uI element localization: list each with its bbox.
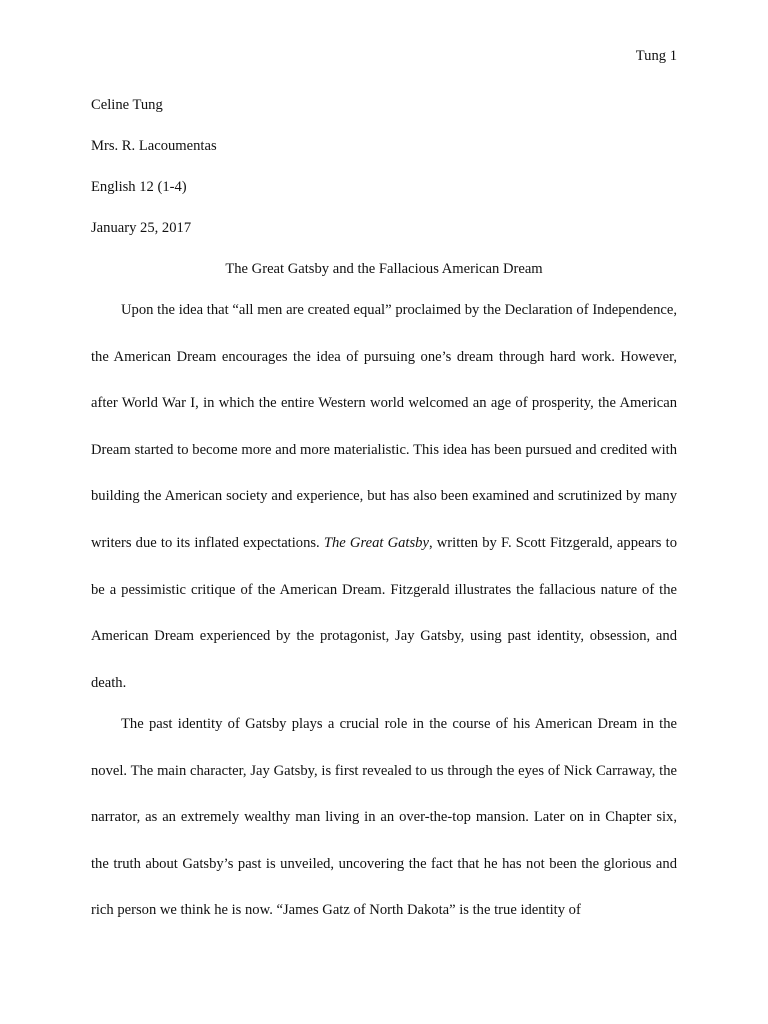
teacher-name: Mrs. R. Lacoumentas bbox=[91, 138, 217, 154]
paragraph-intro-text-2: , written by F. Scott Fitzgerald, appears to be a pessimistic critique of the American Dream. Fitzgerald illustrates the fallacious nature of the American Dream experienced by the protagonist, Jay Gatsby, using past identity, obsession, and death. bbox=[91, 534, 677, 691]
book-title-italic: The Great Gatsby bbox=[323, 534, 429, 551]
paragraph-past-identity: The past identity of Gatsby plays a crucial role in the course of his American Dream in the novel. The main character, Jay Gatsby, is first revealed to us through the eyes of Nick Carraway, the narrator, as an extremely wealthy man living in an over-the-top mansion. Later on in Chapter six, the truth about Gatsby’s past is unveiled, uncovering the fact that he has not been the glorious and rich person we think he is now. “James Gatz of North Dakota” is the true identity of bbox=[91, 716, 677, 919]
paragraph-intro bbox=[91, 287, 677, 706]
essay-title: The Great Gatsby and the Fallacious American Dream bbox=[225, 261, 543, 277]
author-name: Celine Tung bbox=[91, 97, 163, 113]
page-header: Tung 1 bbox=[635, 48, 677, 64]
course-name: English 12 (1-4) bbox=[91, 179, 187, 195]
document-date: January 25, 2017 bbox=[91, 220, 192, 236]
paragraph-intro-text-1: Upon the idea that “all men are created equal” proclaimed by the Declaration of Independence, the American Dream encourages the idea of pursuing one’s dream through hard work. However, after World War I, in which the entire Western world welcomed an age of prosperity, the American Dream started to become more and more materialistic. This idea has been pursued and credited with building the American society and experience, but has also been examined and scrutinized by many writers due to its inflated expectations. bbox=[91, 302, 677, 551]
